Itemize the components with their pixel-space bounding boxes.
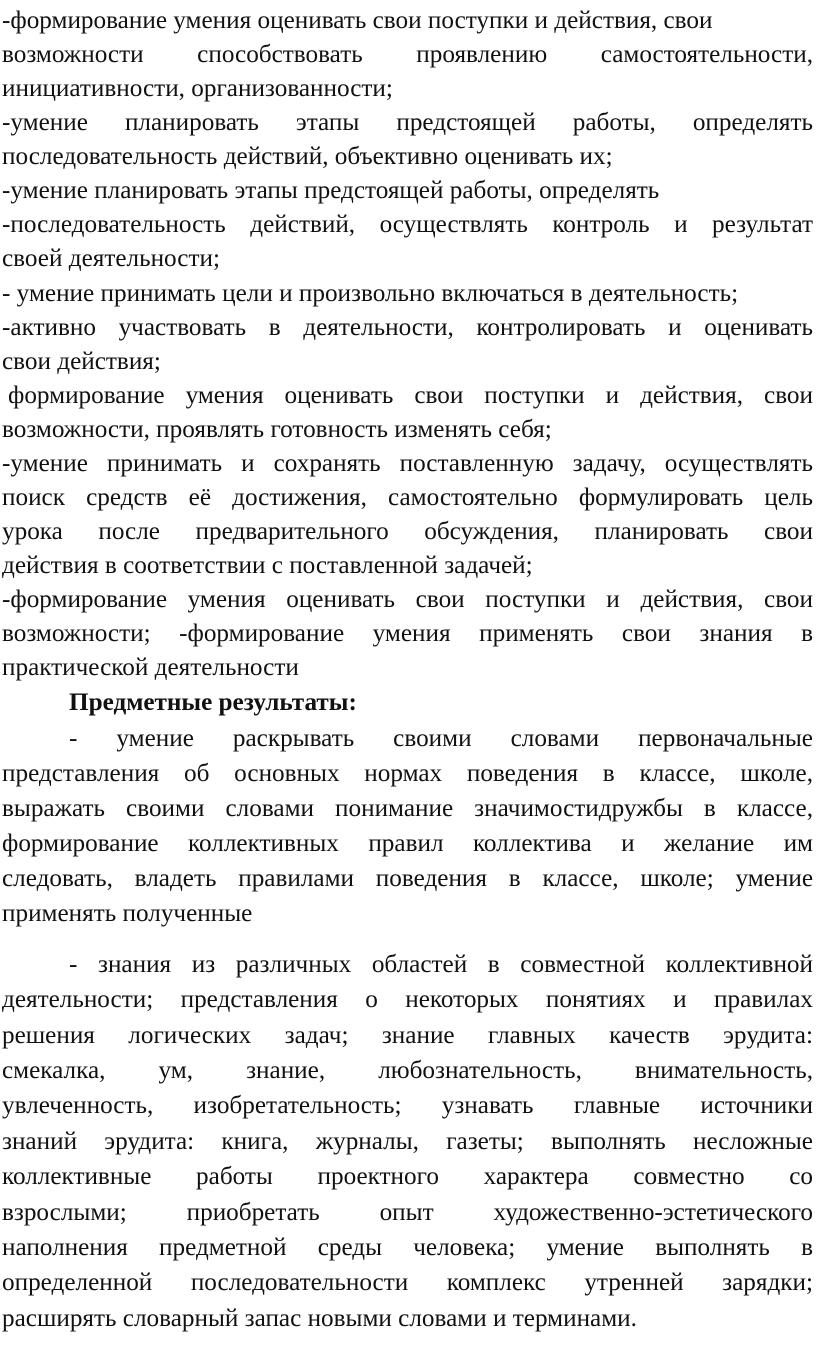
text-line: решения логических задач; знание главных качеств эрудита: (2, 1022, 813, 1049)
text-line: представления об основных нормах поведения в классе, школе, (2, 760, 813, 787)
text-line: знаний эрудита: книга, журналы, газеты; выполнять несложные (2, 1128, 813, 1155)
text-line: -умение планировать этапы предстоящей работы, определять (2, 177, 660, 204)
text-line: свои действия; (2, 348, 161, 375)
text-line: взрослыми; приобретать опыт художественно-эстетического (2, 1199, 813, 1226)
text-line: выражать своими словами понимание значимостидружбы в классе, (2, 795, 813, 822)
text-line: - умение раскрывать своими словами первоначальные (69, 725, 813, 752)
text-line: - знания из различных областей в совместной коллективной (69, 951, 813, 978)
text-line: -умение принимать и сохранять поставленную задачу, осуществлять (2, 450, 813, 477)
text-line: возможности способствовать проявлению самостоятельности, (2, 41, 813, 68)
text-line: последовательность действий, объективно оценивать их; (2, 143, 613, 170)
section-heading: Предметные результаты: (69, 689, 357, 716)
text-line: следовать, владеть правилами поведения в классе, школе; умение (2, 865, 813, 892)
text-line: инициативности, организованности; (2, 75, 393, 102)
text-line: наполнения предметной среды человека; умение выполнять в (2, 1234, 813, 1261)
text-line: урока после предварительного обсуждения, планировать свои (2, 518, 813, 545)
text-line: определенной последовательности комплекс утренней зарядки; (2, 1269, 813, 1296)
text-line: деятельности; представления о некоторых понятиях и правилах (2, 986, 813, 1013)
text-line: -формирование умения оценивать свои поступки и действия, свои (2, 586, 813, 613)
text-line: возможности; -формирование умения применять свои знания в (2, 620, 813, 647)
text-line: возможности, проявлять готовность изменять себя; (2, 416, 552, 443)
text-line: расширять словарный запас новыми словами и терминами. (2, 1305, 637, 1332)
text-line: поиск средств её достижения, самостоятельно формулировать цель (2, 484, 813, 511)
text-line: формирование умения оценивать свои поступки и действия, свои (8, 382, 813, 409)
text-line: -активно участвовать в деятельности, контролировать и оценивать (2, 314, 813, 341)
text-line: смекалка, ум, знание, любознательность, внимательность, (2, 1057, 813, 1084)
text-line: формирование коллективных правил коллектива и желание им (2, 830, 813, 857)
text-line: коллективные работы проектного характера совместно со (2, 1163, 813, 1190)
text-line: действия в соответствии с поставленной задачей; (2, 552, 533, 579)
text-line: применять полученные (2, 900, 253, 927)
text-line: -последовательность действий, осуществлять контроль и результат (2, 211, 813, 238)
text-line: - умение принимать цели и произвольно включаться в деятельность; (2, 280, 739, 307)
text-line: своей деятельности; (2, 245, 220, 272)
text-line: практической деятельности (2, 654, 299, 681)
text-line: -формирование умения оценивать свои поступки и действия, свои (2, 7, 713, 34)
text-line: -умение планировать этапы предстоящей работы, определять (2, 109, 813, 136)
text-line: увлеченность, изобретательность; узнавать главные источники (2, 1092, 813, 1119)
